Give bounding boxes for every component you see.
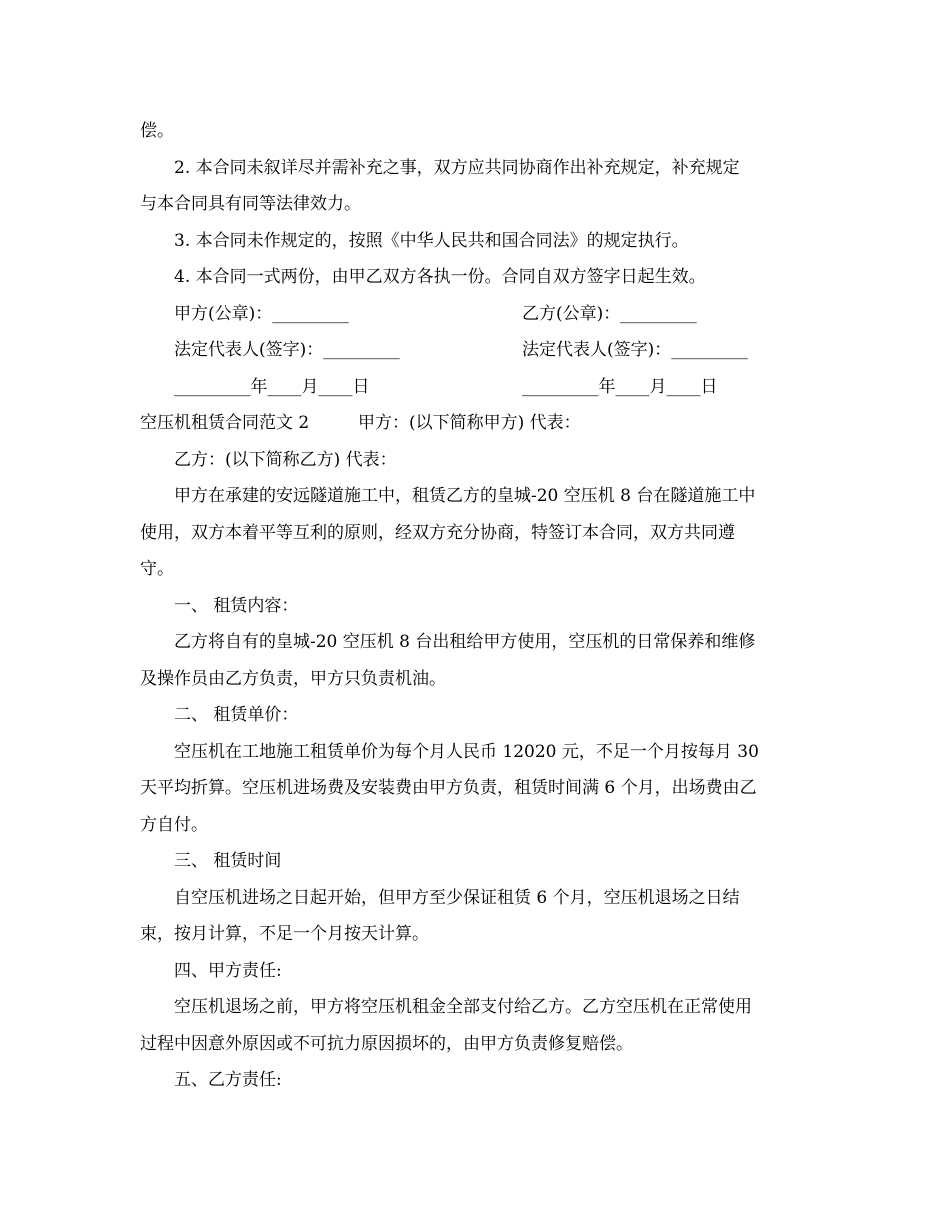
party-b-representative: 法定代表人(签字)：_________ (522, 340, 748, 360)
party-a-representative: 法定代表人(签字)：_________ (174, 340, 400, 360)
party-b-seal: 乙方(公章)：_________ (522, 303, 697, 324)
contract-2-title: 空压机租赁合同范文 2 (140, 413, 310, 433)
section-3-line-1: 自空压机进场之日起开始，但甲方至少保证租赁 6 个月，空压机退场之日结 (174, 887, 740, 908)
clause-2-line-2: 与本合同具有同等法律效力。 (140, 194, 361, 214)
section-3-line-2: 束，按月计算，不足一个月按天计算。 (140, 924, 429, 944)
paragraph-line: 偿。 (140, 121, 174, 141)
section-4-line-1: 空压机退场之前，甲方将空压机租金全部支付给乙方。乙方空压机在正常使用 (174, 997, 752, 1017)
section-2-line-2: 天平均折算。空压机进场费及安装费由甲方负责，租赁时间满 6 个月，出场费由乙 (140, 778, 757, 798)
section-2-line-1: 空压机在工地施工租赁单价为每个月人民币 12020 元，不足一个月按每月 30 (174, 741, 759, 762)
section-4-heading: 四、甲方责任: (174, 960, 282, 981)
contract-2-party-b: 乙方：(以下简称乙方) 代表： (174, 449, 397, 470)
intro-line-3: 守。 (140, 559, 174, 579)
signature-row-representative (140, 332, 812, 369)
document-body (140, 113, 812, 1099)
section-3-heading: 三、 租赁时间 (174, 851, 282, 871)
clause-4: 4. 本合同一式两份，由甲乙双方各执一份。合同自双方签字日起生效。 (174, 267, 706, 287)
clause-2-line-1: 2. 本合同未叙详尽并需补充之事，双方应共同协商作出补充规定，补充规定 (174, 157, 740, 178)
contract-2-party-a: 甲方：(以下简称甲方) 代表： (358, 413, 581, 433)
section-2-line-3: 方自付。 (140, 814, 208, 835)
signature-row-date (140, 369, 812, 406)
section-2-heading: 二、 租赁单价： (174, 705, 299, 725)
intro-line-2: 使用，双方本着平等互利的原则，经双方充分协商，特签订本合同，双方共同遵 (140, 522, 735, 543)
intro-line-1: 甲方在承建的安远隧道施工中，租赁乙方的皇城-20 空压机 8 台在隧道施工中 (174, 486, 756, 506)
clause-3: 3. 本合同未作规定的，按照《中华人民共和国合同法》的规定执行。 (174, 230, 689, 251)
party-b-date: _________年____月____日 (522, 376, 718, 397)
section-1-heading: 一、 租赁内容： (174, 595, 299, 616)
section-1-line-1: 乙方将自有的皇城-20 空压机 8 台出租给甲方使用，空压机的日常保养和维修 (174, 632, 756, 652)
section-1-line-2: 及操作员由乙方负责，甲方只负责机油。 (140, 668, 446, 689)
signature-row-seal (140, 296, 812, 333)
section-4-line-2: 过程中因意外原因或不可抗力原因损坏的，由甲方负责修复赔偿。 (140, 1033, 633, 1054)
section-5-heading: 五、乙方责任: (174, 1070, 282, 1090)
party-a-date: _________年____月____日 (174, 376, 370, 397)
contract-2-header (140, 405, 812, 442)
party-a-seal: 甲方(公章)：_________ (174, 303, 349, 324)
